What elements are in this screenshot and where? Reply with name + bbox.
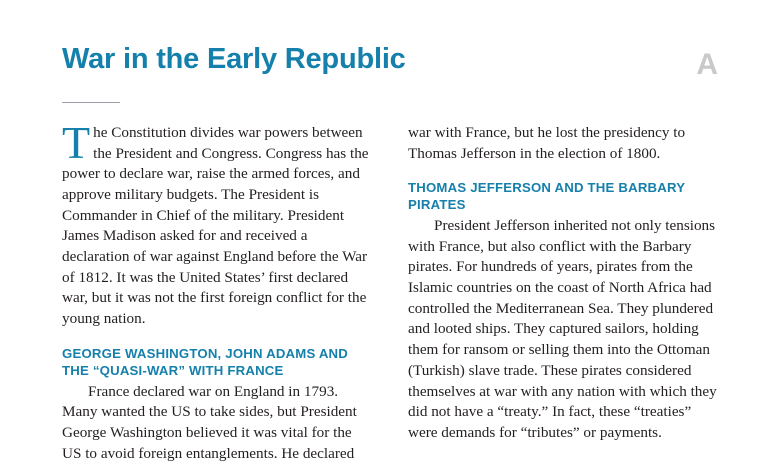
title-divider (62, 102, 120, 103)
page-title: War in the Early Republic (62, 42, 406, 76)
left-column-paragraph: France declared war on England in 1793. Many wanted the US to take sides, but President George Washington believed it was vital for the US to avoid foreign entanglements. He declared (62, 382, 374, 464)
left-column (62, 123, 374, 464)
opening-paragraph (62, 123, 374, 330)
right-column (408, 123, 720, 464)
article-columns (62, 123, 720, 464)
opening-paragraph-text: he Constitution divides war powers between the President and Congress. Congress has the power to declare war, raise the armed forces, and approve military budgets. The President is Commander in Chief of the military. President James Madison asked for and received a declaration of war against England before the War of 1812. It was the United States’ first declared war, but it was not the first foreign conflict for the young nation. (62, 124, 369, 327)
subheading-washington-adams: GEORGE WASHINGTON, JOHN ADAMS AND THE “QUASI-WAR” WITH FRANCE (62, 346, 374, 380)
page-header (62, 42, 720, 80)
subheading-jefferson-barbary: THOMAS JEFFERSON AND THE BARBARY PIRATES (408, 180, 720, 214)
right-column-paragraph: President Jefferson inherited not only tensions with France, but also conflict with the Barbary pirates. For hundreds of years, pirates from the Islamic countries on the coast of North Africa had controlled the Mediterranean Sea. They plundered and looted ships. They captured sailors, holding them for ransom or selling them into the Ottoman (Turkish) slave trade. These pirates considered themselves at war with any nation with which they did not have a “treaty.” In fact, these “treaties” were demands for “tributes” or payments. (408, 216, 720, 443)
drop-cap: T (62, 123, 92, 161)
continued-paragraph: war with France, but he lost the presidency to Thomas Jefferson in the election of 1800. (408, 123, 720, 164)
section-letter-badge: A (696, 42, 720, 80)
